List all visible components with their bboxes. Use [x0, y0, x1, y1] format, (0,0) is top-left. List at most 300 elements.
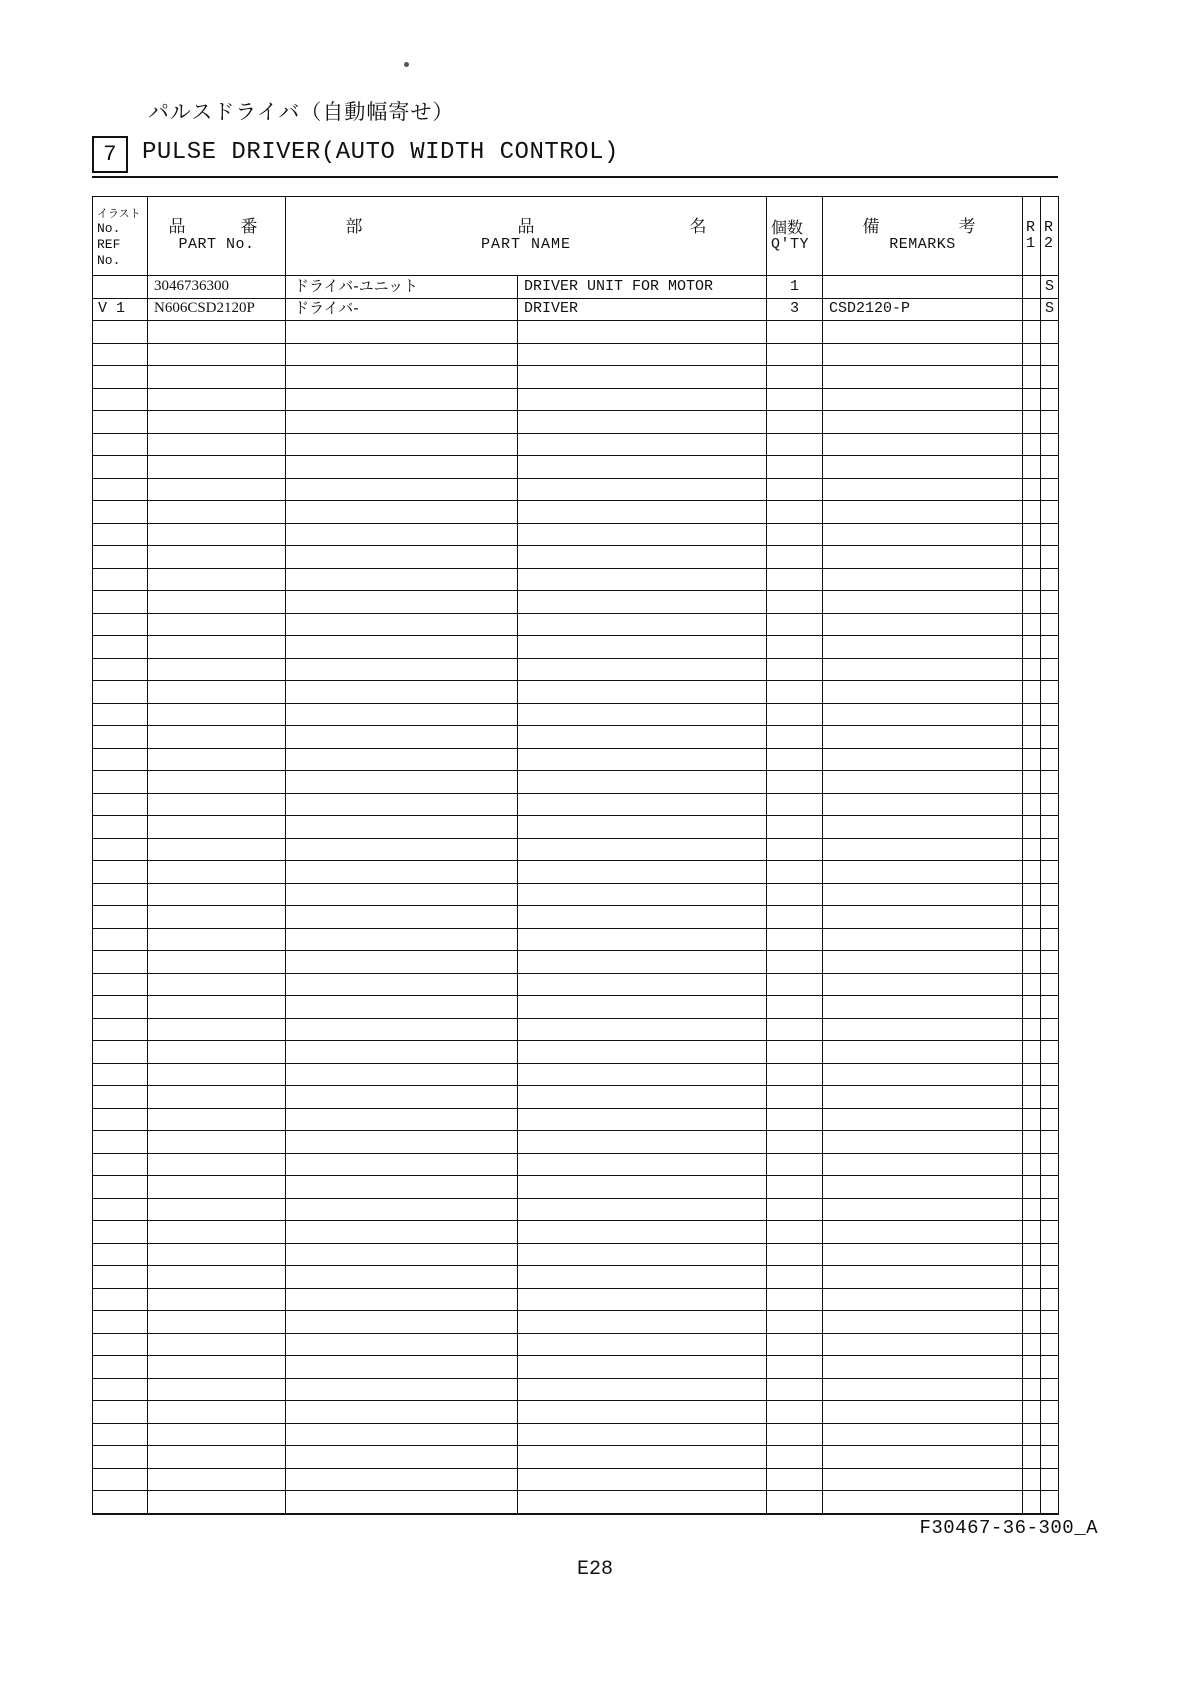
cell-part-name-jp: ドライバ-ユニット — [286, 276, 518, 299]
cell-part-no — [148, 321, 286, 344]
cell-r2 — [1041, 388, 1059, 411]
cell-remarks — [823, 276, 1023, 299]
cell-qty — [767, 861, 823, 884]
parts-table-body — [93, 276, 1059, 1514]
table-row — [93, 1378, 1059, 1401]
cell-r2 — [1041, 1356, 1059, 1379]
cell-part-no — [148, 1468, 286, 1491]
cell-r1 — [1023, 456, 1041, 479]
table-row — [93, 681, 1059, 704]
cell-part-name-jp — [286, 1243, 518, 1266]
cell-ref-no — [93, 478, 148, 501]
cell-r2 — [1041, 546, 1059, 569]
column-header-r2 — [1041, 197, 1059, 276]
table-row — [93, 568, 1059, 591]
cell-ref-no — [93, 951, 148, 974]
table-row — [93, 906, 1059, 929]
cell-part-name-jp — [286, 996, 518, 1019]
cell-qty — [767, 996, 823, 1019]
cell-r1 — [1023, 478, 1041, 501]
table-row — [93, 816, 1059, 839]
column-header-qty — [767, 197, 823, 276]
cell-part-name-jp — [286, 1198, 518, 1221]
cell-remarks — [823, 433, 1023, 456]
cell-r1 — [1023, 343, 1041, 366]
cell-part-name-en: DRIVER — [518, 298, 767, 321]
cell-qty — [767, 703, 823, 726]
column-header-part-no-en: PART No. — [178, 236, 255, 254]
cell-r1 — [1023, 1491, 1041, 1514]
cell-part-name-en — [518, 1153, 767, 1176]
cell-part-name-en — [518, 501, 767, 524]
cell-part-no — [148, 816, 286, 839]
cell-r1 — [1023, 1266, 1041, 1289]
cell-r1 — [1023, 1356, 1041, 1379]
cell-r1 — [1023, 1063, 1041, 1086]
cell-qty — [767, 838, 823, 861]
cell-r1 — [1023, 748, 1041, 771]
cell-qty — [767, 658, 823, 681]
cell-part-no — [148, 1266, 286, 1289]
cell-part-name-en — [518, 1468, 767, 1491]
cell-r1 — [1023, 883, 1041, 906]
cell-r2 — [1041, 1086, 1059, 1109]
cell-ref-no — [93, 388, 148, 411]
cell-remarks — [823, 703, 1023, 726]
column-header-r2-l1: R — [1044, 219, 1054, 237]
column-header-ref-no-l3: REF — [97, 237, 121, 252]
cell-r2 — [1041, 793, 1059, 816]
column-header-part-no-jp: 品 番 — [168, 217, 265, 238]
cell-part-name-en — [518, 1041, 767, 1064]
table-row — [93, 1446, 1059, 1469]
cell-part-name-en: DRIVER UNIT FOR MOTOR — [518, 276, 767, 299]
header-divider — [92, 176, 1058, 178]
cell-r1 — [1023, 613, 1041, 636]
cell-part-name-en — [518, 883, 767, 906]
cell-qty — [767, 793, 823, 816]
cell-ref-no — [93, 366, 148, 389]
cell-r1 — [1023, 793, 1041, 816]
cell-part-name-jp — [286, 771, 518, 794]
cell-qty — [767, 636, 823, 659]
parts-table-head — [93, 197, 1059, 276]
cell-qty — [767, 928, 823, 951]
cell-r2 — [1041, 1063, 1059, 1086]
cell-qty — [767, 816, 823, 839]
cell-ref-no — [93, 591, 148, 614]
cell-part-no — [148, 546, 286, 569]
cell-remarks — [823, 1311, 1023, 1334]
cell-remarks — [823, 1288, 1023, 1311]
cell-r1 — [1023, 501, 1041, 524]
cell-r1 — [1023, 411, 1041, 434]
cell-part-no — [148, 501, 286, 524]
cell-part-name-en — [518, 613, 767, 636]
cell-r2 — [1041, 478, 1059, 501]
table-row — [93, 1356, 1059, 1379]
cell-remarks — [823, 1041, 1023, 1064]
cell-r2 — [1041, 1041, 1059, 1064]
cell-r1 — [1023, 523, 1041, 546]
cell-ref-no — [93, 748, 148, 771]
cell-remarks — [823, 636, 1023, 659]
table-row — [93, 388, 1059, 411]
cell-qty — [767, 1446, 823, 1469]
column-header-part-name-jp: 部 品 名 — [345, 217, 733, 238]
cell-ref-no — [93, 1356, 148, 1379]
cell-r2 — [1041, 816, 1059, 839]
cell-r2 — [1041, 1401, 1059, 1424]
cell-r2 — [1041, 951, 1059, 974]
cell-part-name-en — [518, 658, 767, 681]
cell-part-no — [148, 1401, 286, 1424]
table-row — [93, 636, 1059, 659]
cell-remarks — [823, 883, 1023, 906]
cell-remarks — [823, 861, 1023, 884]
cell-r2 — [1041, 613, 1059, 636]
cell-qty — [767, 1378, 823, 1401]
cell-part-name-en — [518, 636, 767, 659]
cell-ref-no — [93, 861, 148, 884]
cell-qty — [767, 1311, 823, 1334]
cell-r1 — [1023, 366, 1041, 389]
cell-qty — [767, 343, 823, 366]
cell-part-name-jp — [286, 1401, 518, 1424]
cell-ref-no — [93, 501, 148, 524]
cell-qty: 3 — [767, 298, 823, 321]
cell-qty — [767, 1243, 823, 1266]
cell-ref-no — [93, 568, 148, 591]
cell-part-name-jp — [286, 1176, 518, 1199]
cell-qty — [767, 1423, 823, 1446]
cell-part-name-jp — [286, 1288, 518, 1311]
cell-r1 — [1023, 1311, 1041, 1334]
cell-part-name-jp: ドライバ- — [286, 298, 518, 321]
cell-part-name-jp — [286, 501, 518, 524]
cell-remarks — [823, 1221, 1023, 1244]
cell-remarks — [823, 1356, 1023, 1379]
cell-r1 — [1023, 298, 1041, 321]
cell-r1 — [1023, 1176, 1041, 1199]
cell-part-name-jp — [286, 411, 518, 434]
cell-part-no — [148, 1288, 286, 1311]
cell-part-no — [148, 1108, 286, 1131]
cell-part-no — [148, 1446, 286, 1469]
cell-remarks — [823, 568, 1023, 591]
table-row — [93, 1311, 1059, 1334]
cell-part-name-jp — [286, 1041, 518, 1064]
cell-ref-no — [93, 771, 148, 794]
cell-part-name-jp — [286, 366, 518, 389]
table-row — [93, 1491, 1059, 1514]
cell-qty — [767, 973, 823, 996]
cell-part-name-en — [518, 1018, 767, 1041]
cell-part-name-jp — [286, 433, 518, 456]
cell-remarks — [823, 1266, 1023, 1289]
table-row — [93, 748, 1059, 771]
table-row — [93, 456, 1059, 479]
cell-part-no — [148, 1243, 286, 1266]
table-row — [93, 613, 1059, 636]
cell-part-name-jp — [286, 1131, 518, 1154]
cell-part-name-jp — [286, 883, 518, 906]
document-code: F30467-36-300_A — [919, 1517, 1098, 1539]
cell-part-name-en — [518, 996, 767, 1019]
cell-remarks — [823, 411, 1023, 434]
cell-r2 — [1041, 1423, 1059, 1446]
cell-ref-no — [93, 1468, 148, 1491]
cell-ref-no — [93, 276, 148, 299]
cell-part-name-en — [518, 816, 767, 839]
cell-ref-no — [93, 1018, 148, 1041]
cell-remarks — [823, 1401, 1023, 1424]
cell-r2 — [1041, 906, 1059, 929]
table-row — [93, 658, 1059, 681]
cell-ref-no — [93, 928, 148, 951]
cell-ref-no — [93, 1086, 148, 1109]
column-header-part-name — [286, 197, 767, 276]
cell-remarks — [823, 906, 1023, 929]
cell-ref-no — [93, 523, 148, 546]
section-number-box: 7 — [92, 136, 128, 173]
cell-part-no — [148, 996, 286, 1019]
cell-part-name-en — [518, 928, 767, 951]
cell-r2 — [1041, 1468, 1059, 1491]
cell-part-name-en — [518, 861, 767, 884]
cell-remarks — [823, 388, 1023, 411]
table-row — [93, 973, 1059, 996]
cell-part-no — [148, 433, 286, 456]
cell-ref-no — [93, 973, 148, 996]
cell-remarks — [823, 478, 1023, 501]
cell-part-no — [148, 1176, 286, 1199]
cell-r1 — [1023, 973, 1041, 996]
cell-qty — [767, 883, 823, 906]
cell-part-no — [148, 1086, 286, 1109]
cell-r2 — [1041, 1378, 1059, 1401]
cell-r2 — [1041, 1446, 1059, 1469]
cell-remarks — [823, 591, 1023, 614]
cell-qty — [767, 1018, 823, 1041]
cell-r1 — [1023, 771, 1041, 794]
table-row — [93, 366, 1059, 389]
cell-qty — [767, 1086, 823, 1109]
column-header-part-name-en: PART NAME — [480, 236, 571, 254]
column-header-ref-no-jp: イラスト — [97, 206, 141, 220]
cell-r2 — [1041, 636, 1059, 659]
cell-r2 — [1041, 726, 1059, 749]
cell-r1 — [1023, 591, 1041, 614]
cell-part-name-en — [518, 1176, 767, 1199]
cell-part-name-en — [518, 523, 767, 546]
table-row — [93, 1221, 1059, 1244]
cell-r1 — [1023, 1378, 1041, 1401]
cell-qty — [767, 1131, 823, 1154]
cell-part-no — [148, 838, 286, 861]
cell-part-no — [148, 1491, 286, 1514]
cell-part-name-en — [518, 433, 767, 456]
cell-qty — [767, 1468, 823, 1491]
cell-remarks — [823, 1491, 1023, 1514]
cell-part-name-jp — [286, 1108, 518, 1131]
cell-r2 — [1041, 501, 1059, 524]
cell-r2 — [1041, 1243, 1059, 1266]
cell-r2: S — [1041, 276, 1059, 299]
cell-part-no — [148, 411, 286, 434]
cell-ref-no — [93, 681, 148, 704]
cell-part-no — [148, 658, 286, 681]
cell-remarks — [823, 973, 1023, 996]
cell-qty — [767, 1108, 823, 1131]
cell-part-name-jp — [286, 636, 518, 659]
cell-remarks — [823, 1423, 1023, 1446]
cell-r2 — [1041, 883, 1059, 906]
cell-ref-no — [93, 1221, 148, 1244]
cell-r1 — [1023, 636, 1041, 659]
cell-qty — [767, 501, 823, 524]
cell-qty — [767, 726, 823, 749]
cell-part-name-en — [518, 1356, 767, 1379]
cell-r2 — [1041, 1491, 1059, 1514]
cell-ref-no — [93, 726, 148, 749]
cell-r2 — [1041, 1333, 1059, 1356]
table-row — [93, 276, 1059, 299]
cell-part-name-en — [518, 1311, 767, 1334]
cell-r1 — [1023, 861, 1041, 884]
cell-part-name-jp — [286, 388, 518, 411]
cell-remarks — [823, 1378, 1023, 1401]
cell-part-name-en — [518, 1401, 767, 1424]
table-row — [93, 298, 1059, 321]
cell-qty — [767, 456, 823, 479]
cell-part-name-jp — [286, 523, 518, 546]
cell-part-name-en — [518, 343, 767, 366]
table-row — [93, 951, 1059, 974]
cell-qty — [767, 748, 823, 771]
cell-remarks — [823, 613, 1023, 636]
cell-r1 — [1023, 433, 1041, 456]
cell-qty — [767, 478, 823, 501]
cell-remarks — [823, 456, 1023, 479]
cell-ref-no — [93, 343, 148, 366]
cell-part-no — [148, 1221, 286, 1244]
cell-remarks — [823, 771, 1023, 794]
cell-r2 — [1041, 1018, 1059, 1041]
cell-part-name-jp — [286, 748, 518, 771]
table-row — [93, 1401, 1059, 1424]
cell-remarks — [823, 838, 1023, 861]
cell-qty — [767, 591, 823, 614]
cell-qty — [767, 1153, 823, 1176]
cell-part-no — [148, 568, 286, 591]
cell-r2: S — [1041, 298, 1059, 321]
cell-part-name-en — [518, 1333, 767, 1356]
cell-ref-no — [93, 703, 148, 726]
cell-ref-no — [93, 411, 148, 434]
cell-remarks: CSD2120-P — [823, 298, 1023, 321]
cell-part-name-jp — [286, 1221, 518, 1244]
cell-part-no — [148, 478, 286, 501]
cell-qty — [767, 1401, 823, 1424]
cell-part-name-jp — [286, 591, 518, 614]
cell-part-name-en — [518, 1423, 767, 1446]
cell-part-no — [148, 1041, 286, 1064]
cell-qty — [767, 411, 823, 434]
cell-part-name-en — [518, 1446, 767, 1469]
cell-ref-no — [93, 793, 148, 816]
cell-part-no — [148, 748, 286, 771]
cell-ref-no — [93, 613, 148, 636]
table-row — [93, 1176, 1059, 1199]
cell-part-no: N606CSD2120P — [148, 298, 286, 321]
cell-r2 — [1041, 1176, 1059, 1199]
cell-part-name-en — [518, 1243, 767, 1266]
cell-ref-no — [93, 1176, 148, 1199]
cell-part-name-en — [518, 838, 767, 861]
table-row — [93, 1131, 1059, 1154]
cell-r1 — [1023, 906, 1041, 929]
cell-ref-no — [93, 1401, 148, 1424]
column-header-r2-l2: 2 — [1044, 235, 1054, 252]
cell-r1 — [1023, 1131, 1041, 1154]
cell-part-name-en — [518, 703, 767, 726]
cell-r1 — [1023, 1018, 1041, 1041]
cell-part-no — [148, 793, 286, 816]
cell-ref-no — [93, 1311, 148, 1334]
cell-part-no — [148, 883, 286, 906]
cell-r2 — [1041, 343, 1059, 366]
cell-part-name-en — [518, 771, 767, 794]
table-row — [93, 996, 1059, 1019]
cell-part-no — [148, 1311, 286, 1334]
cell-remarks — [823, 546, 1023, 569]
cell-r1 — [1023, 321, 1041, 344]
cell-part-name-en — [518, 681, 767, 704]
cell-qty — [767, 1266, 823, 1289]
table-row — [93, 1288, 1059, 1311]
cell-r1 — [1023, 816, 1041, 839]
cell-r1 — [1023, 1041, 1041, 1064]
cell-part-name-jp — [286, 658, 518, 681]
cell-part-name-en — [518, 366, 767, 389]
table-row — [93, 1041, 1059, 1064]
cell-part-name-jp — [286, 726, 518, 749]
cell-ref-no — [93, 883, 148, 906]
scan-artifact-dot — [404, 62, 409, 67]
cell-remarks — [823, 928, 1023, 951]
cell-ref-no — [93, 1333, 148, 1356]
cell-part-no — [148, 1198, 286, 1221]
column-header-qty-jp: 個数 — [771, 217, 804, 237]
cell-ref-no — [93, 636, 148, 659]
cell-ref-no — [93, 1063, 148, 1086]
cell-part-name-jp — [286, 1063, 518, 1086]
cell-r1 — [1023, 703, 1041, 726]
cell-r2 — [1041, 366, 1059, 389]
column-header-r1-l1: R — [1026, 219, 1036, 237]
table-row — [93, 523, 1059, 546]
cell-r1 — [1023, 1401, 1041, 1424]
cell-r1 — [1023, 1198, 1041, 1221]
cell-qty — [767, 1063, 823, 1086]
cell-r2 — [1041, 1266, 1059, 1289]
cell-part-name-en — [518, 1288, 767, 1311]
cell-part-name-en — [518, 411, 767, 434]
cell-ref-no — [93, 1131, 148, 1154]
cell-part-name-en — [518, 726, 767, 749]
cell-part-no — [148, 726, 286, 749]
